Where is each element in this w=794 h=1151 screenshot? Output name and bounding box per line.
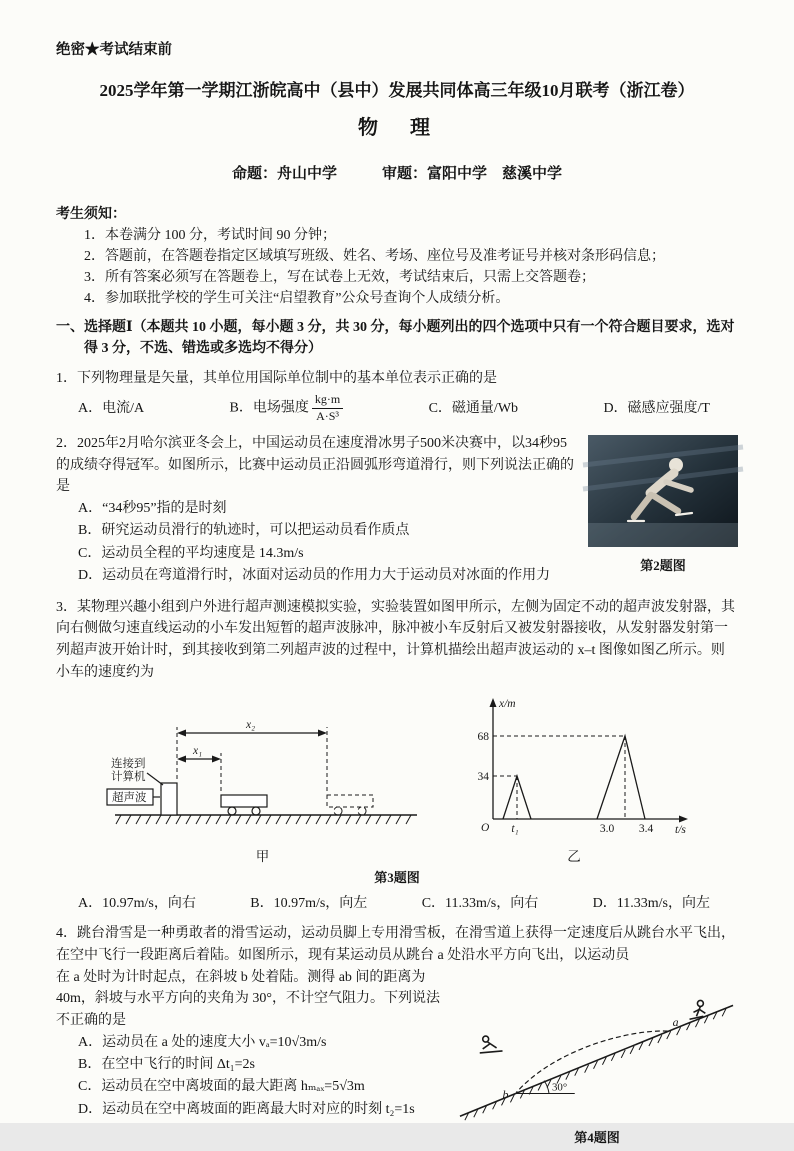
q1-option-b-label: B．电场强度 bbox=[229, 400, 309, 416]
x-tick-3-4: 3.4 bbox=[638, 823, 653, 836]
ultrasound-label: 超声波 bbox=[111, 792, 146, 805]
q4-figure-caption: 第4题图 bbox=[574, 1129, 620, 1145]
question-3-options bbox=[56, 889, 738, 914]
q3-option-a: A．10.97m/s，向右 bbox=[78, 896, 196, 912]
x-axis-label: t/s bbox=[674, 824, 686, 837]
question-4-text-part1: 4．跳台滑雪是一种勇敢者的滑雪运动，运动员脚上专用滑雪板，在滑雪道上获得一定速度后从跳台水平飞出，在空中飞行一段距离后着陆。如图所示，现有某运动员从跳台 a 处沿水平方向飞出，以运动员 bbox=[56, 926, 735, 963]
question-3 bbox=[56, 597, 738, 915]
x1-distance-label: x₁ bbox=[192, 745, 202, 758]
x-tick-3-0: 3.0 bbox=[599, 823, 614, 836]
q1-option-a: A．电流/A bbox=[78, 401, 145, 417]
question-1 bbox=[56, 368, 738, 424]
question-4-figure bbox=[456, 969, 738, 1148]
note-item-4: 4．参加联批学校的学生可关注“启望教育”公众号查询个人成绩分析。 bbox=[84, 290, 510, 306]
q2-option-d: D．运动员在弯道滑行时，冰面对运动员的作用力大于运动员对冰面的作用力 bbox=[78, 568, 551, 584]
subject-title: 物 理 bbox=[358, 117, 436, 140]
speed-skater-photo bbox=[588, 435, 738, 547]
q1-option-d: D．磁感应强度/T bbox=[603, 401, 710, 417]
q3-figure-caption: 第3题图 bbox=[374, 869, 420, 885]
fraction-numerator: kg·m bbox=[312, 393, 343, 409]
q3-apparatus-diagram bbox=[103, 711, 423, 839]
q2-option-a: A．“34秒95”指的是时刻 bbox=[78, 501, 227, 517]
note-item-1: 1．本卷满分 100 分，考试时间 90 分钟； bbox=[84, 227, 336, 243]
q3-option-c: C．11.33m/s，向右 bbox=[421, 896, 539, 912]
question-4 bbox=[56, 923, 738, 1151]
question-3-text: 3．某物理兴趣小组到户外进行超声测速模拟实验，实验装置如图甲所示，左侧为固定不动的超声波发射器，其向右侧做匀速直线运动的小车发出短暂的超声波脉冲，脉冲被小车反射后又被发射器接收，从发射器发射第一列超声波开始计时，到其接收到第二列超声波的过程中，计算机描绘出超声波运动的 x–t 图像如图乙所示。则小车的速度约为 bbox=[56, 599, 735, 680]
point-b-label: b bbox=[502, 1086, 509, 1101]
candidate-notes bbox=[56, 204, 738, 309]
q3-apparatus-column bbox=[103, 711, 423, 867]
question-2-figure bbox=[588, 435, 738, 576]
question-2-text: 2．2025年2月哈尔滨亚冬会上，中国运动员在速度滑冰男子500米决赛中，以34秒95的成绩夺得冠军。如图所示，比赛中运动员正沿圆弧形弯道滑行，则下列说法正确的是 bbox=[56, 436, 574, 495]
question-1-options bbox=[56, 389, 738, 424]
q4-option-d: D．运动员在空中离坡面的距离最大时对应的时刻 t₂=1s bbox=[78, 1101, 415, 1117]
q3-right-figure-label: 乙 bbox=[567, 849, 581, 865]
angle-30-label: 30° bbox=[551, 1081, 568, 1094]
question-4-text-part2: 在 a 处时为计时起点，在斜坡 b 处着陆。测得 ab 间的距离为 40m，斜坡与水平方向的夹角为 30°，不计空气阻力。下列说法不正确的是 bbox=[56, 969, 440, 1028]
q1-option-b bbox=[230, 393, 344, 424]
q4-option-a: A．运动员在 a 处的速度大小 vₐ=10√3m/s bbox=[78, 1034, 327, 1050]
secrecy-label: 绝密★考试结束前 bbox=[56, 42, 172, 58]
origin-label: O bbox=[480, 822, 489, 835]
q3-option-b: B．10.97m/s，向左 bbox=[250, 896, 368, 912]
notes-title: 考生须知： bbox=[56, 206, 126, 222]
committee-line: 命题：舟山中学 审题：富阳中学 慈溪中学 bbox=[231, 166, 562, 183]
ski-slope-diagram bbox=[456, 969, 738, 1119]
question-2 bbox=[56, 433, 738, 588]
question-3-figure bbox=[56, 691, 738, 867]
q3-xt-graph bbox=[457, 691, 692, 839]
point-a-label: a bbox=[672, 1014, 679, 1029]
y-tick-68: 68 bbox=[477, 731, 489, 744]
q1-option-c: C．磁通量/Wb bbox=[428, 401, 519, 417]
fraction-denominator: A·S³ bbox=[316, 409, 339, 424]
y-tick-34: 34 bbox=[477, 771, 489, 784]
computer-label-line1: 连接到 bbox=[110, 758, 145, 771]
q4-option-c: C．运动员在空中离坡面的最大距离 hₘₐₓ=5√3m bbox=[78, 1079, 365, 1095]
q3-graph-column bbox=[457, 691, 692, 867]
unit-fraction bbox=[312, 393, 343, 424]
y-axis-label: x/m bbox=[498, 698, 516, 711]
q3-left-figure-label: 甲 bbox=[255, 849, 270, 865]
q4-option-b: B．在空中飞行的时间 Δt₁=2s bbox=[78, 1056, 255, 1072]
standing-skier-figure bbox=[690, 1000, 706, 1019]
exam-title: 2025学年第一学期江浙皖高中（县中）发展共同体高三年级10月联考（浙江卷） bbox=[99, 80, 695, 100]
note-item-3: 3．所有答案必须写在答题卷上，写在试卷上无效，考试结束后，只需上交答题卷； bbox=[84, 269, 595, 285]
x-tick-t1: t₁ bbox=[510, 823, 519, 836]
note-item-2: 2．答题前，在答题卷指定区域填写班级、姓名、考场、座位号及准考证号并核对条形码信息； bbox=[84, 248, 665, 264]
q2-option-b: B．研究运动员滑行的轨迹时，可以把运动员看作质点 bbox=[78, 523, 410, 539]
x2-distance-label: x₂ bbox=[245, 719, 255, 732]
q3-option-d: D．11.33m/s，向左 bbox=[592, 896, 710, 912]
q2-figure-caption: 第2题图 bbox=[640, 558, 686, 574]
flying-skier-figure bbox=[480, 1036, 503, 1053]
q2-option-c: C．运动员全程的平均速度是 14.3m/s bbox=[78, 545, 304, 561]
section-1-heading: 一、选择题Ⅰ（本题共 10 小题，每小题 3 分，共 30 分，每小题列出的四个选项中只有一个符合题目要求，选对得 3 分，不选、错选或多选均不得分） bbox=[56, 319, 735, 356]
computer-label-line2: 计算机 bbox=[110, 771, 145, 784]
question-1-text: 1．下列物理量是矢量，其单位用国际单位制中的基本单位表示正确的是 bbox=[56, 370, 497, 386]
